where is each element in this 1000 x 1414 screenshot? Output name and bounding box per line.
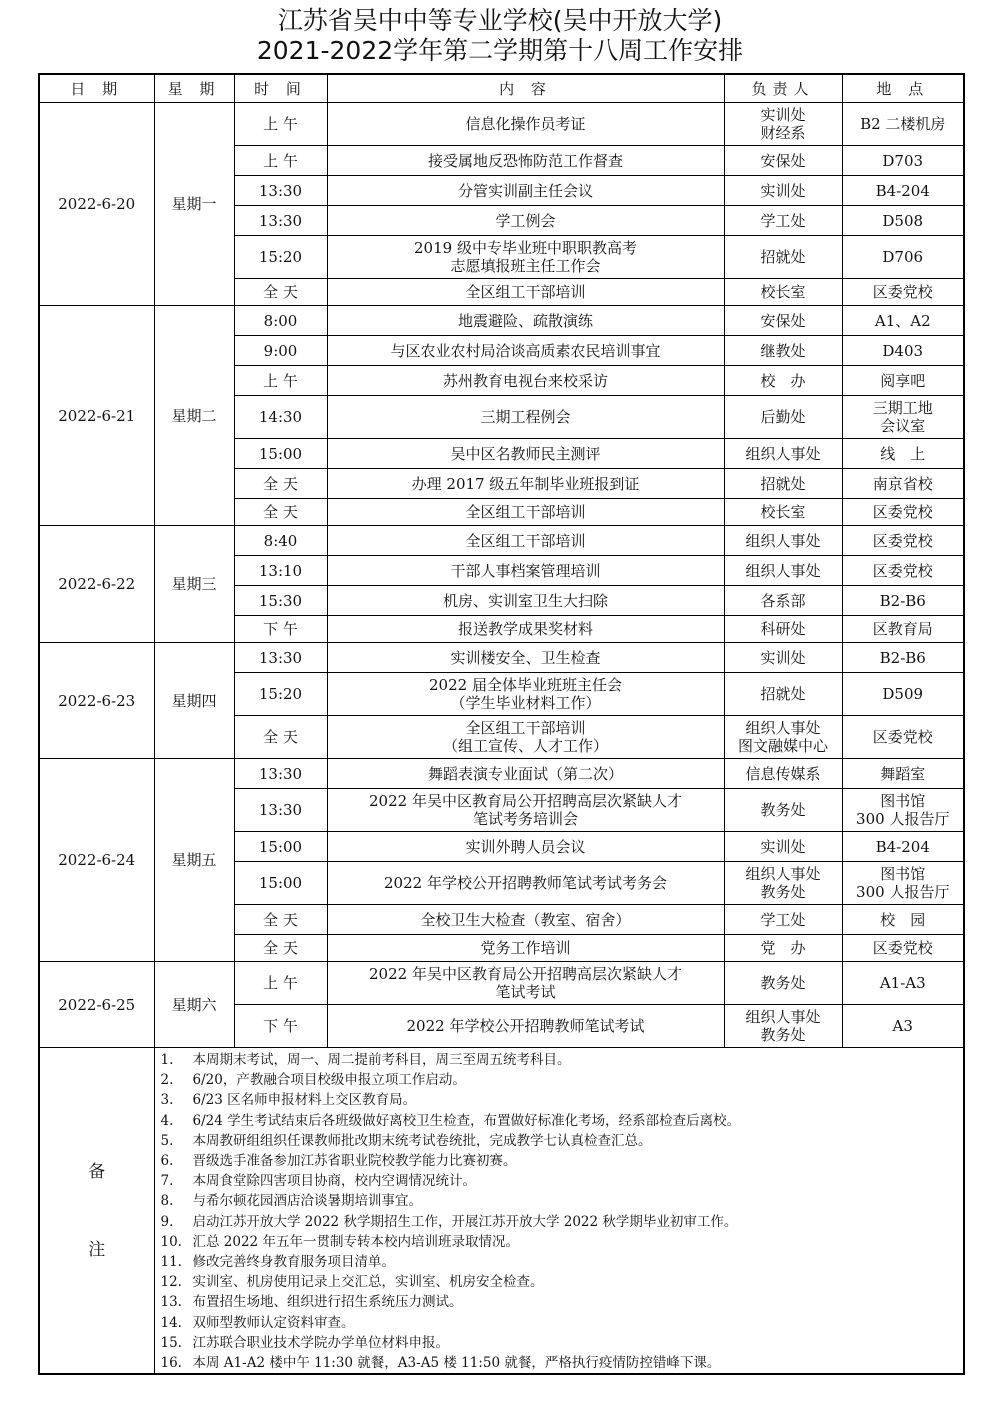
place-cell: 线 上 [842, 439, 964, 469]
place-cell: B4-204 [842, 832, 964, 862]
note-item [161, 1232, 958, 1252]
note-text: 本周教研组组织任课教师批改期末统考试卷统批，完成教学七认真检查汇总。 [192, 1132, 652, 1149]
place-cell: B4-204 [842, 176, 964, 206]
place-cell: B2-B6 [842, 586, 964, 616]
header-time: 时 间 [234, 74, 327, 103]
content-cell: 全区组工干部培训 （组工宣传、人才工作） [327, 716, 724, 759]
owner-cell: 信息传媒系 [724, 759, 842, 789]
place-cell: 区委党校 [842, 556, 964, 586]
note-text: 6/24 学生考试结束后各班级做好离校卫生检查，布置做好标准化考场，经系部检查后离校。 [192, 1112, 741, 1129]
time-cell: 9:00 [234, 336, 327, 366]
time-cell: 15:00 [234, 862, 327, 905]
owner-cell: 党 办 [724, 935, 842, 962]
note-text: 双师型教师认定资料审查。 [192, 1314, 355, 1331]
note-text: 实训室、机房使用记录上交汇总，实训室、机房安全检查。 [192, 1274, 544, 1291]
time-cell: 全 天 [234, 716, 327, 759]
place-cell: 南京省校 [842, 469, 964, 499]
time-cell: 8:40 [234, 526, 327, 556]
place-cell: D508 [842, 206, 964, 236]
note-number: 6. [160, 1153, 174, 1170]
note-number: 14. [160, 1314, 182, 1331]
time-cell: 13:30 [234, 759, 327, 789]
note-text: 晋级选手准备参加江苏省职业院校教学能力比赛初赛。 [192, 1153, 517, 1170]
date-cell: 2022-6-25 [39, 962, 154, 1048]
owner-cell: 实训处 财经系 [724, 103, 842, 146]
note-item [161, 1090, 958, 1110]
header-owner: 负责人 [724, 74, 842, 103]
time-cell: 上 午 [234, 103, 327, 146]
schedule-table [38, 73, 965, 1375]
note-number: 3. [160, 1092, 174, 1109]
note-number: 13. [160, 1294, 182, 1311]
note-text: 启动江苏开放大学 2022 秋学期招生工作，开展江苏开放大学 2022 秋学期毕业初审工作。 [192, 1213, 738, 1230]
note-number: 11. [160, 1254, 182, 1271]
content-cell: 苏州教育电视台来校采访 [327, 366, 724, 396]
owner-cell: 招就处 [724, 236, 842, 279]
notes-label [39, 1048, 154, 1375]
note-item [161, 1171, 958, 1191]
owner-cell: 组织人事处 [724, 556, 842, 586]
place-cell: A1-A3 [842, 962, 964, 1005]
schedule-row [39, 759, 964, 789]
time-cell: 13:30 [234, 206, 327, 236]
content-cell: 与区农业农村局洽谈高质素农民培训事宜 [327, 336, 724, 366]
content-cell: 接受属地反恐怖防范工作督查 [327, 146, 724, 176]
time-cell: 上 午 [234, 366, 327, 396]
date-cell: 2022-6-20 [39, 103, 154, 306]
content-cell: 全校卫生大检查（教室、宿舍） [327, 905, 724, 935]
place-cell: 阅享吧 [842, 366, 964, 396]
content-cell: 分管实训副主任会议 [327, 176, 724, 206]
place-cell: 区委党校 [842, 499, 964, 526]
content-cell: 机房、实训室卫生大扫除 [327, 586, 724, 616]
note-item [161, 1050, 958, 1070]
owner-cell: 招就处 [724, 673, 842, 716]
note-item [161, 1272, 958, 1292]
place-cell: 三期工地 会议室 [842, 396, 964, 439]
place-cell: D703 [842, 146, 964, 176]
note-item [161, 1333, 958, 1353]
place-cell: 校 园 [842, 905, 964, 935]
owner-cell: 实训处 [724, 643, 842, 673]
owner-cell: 组织人事处 [724, 526, 842, 556]
note-item [161, 1131, 958, 1151]
weekday-cell: 星期四 [154, 643, 234, 759]
owner-cell: 安保处 [724, 146, 842, 176]
owner-cell: 安保处 [724, 306, 842, 336]
note-number: 12. [160, 1274, 182, 1291]
note-number: 4. [160, 1112, 174, 1129]
owner-cell: 教务处 [724, 962, 842, 1005]
weekday-cell: 星期一 [154, 103, 234, 306]
time-cell: 全 天 [234, 905, 327, 935]
owner-cell: 组织人事处 [724, 439, 842, 469]
content-cell: 全区组工干部培训 [327, 499, 724, 526]
notes-list [154, 1048, 964, 1375]
schedule-row [39, 306, 964, 336]
owner-cell: 校 办 [724, 366, 842, 396]
note-number: 10. [160, 1233, 182, 1250]
note-text: 江苏联合职业技术学院办学单位材料申报。 [192, 1334, 449, 1351]
content-cell: 信息化操作员考证 [327, 103, 724, 146]
owner-cell: 教务处 [724, 789, 842, 832]
owner-cell: 学工处 [724, 905, 842, 935]
place-cell: A3 [842, 1005, 964, 1048]
note-text: 本周期末考试，周一、周二提前考科目，周三至周五统考科目。 [192, 1052, 571, 1068]
note-item [161, 1151, 958, 1171]
note-number: 16. [160, 1355, 182, 1372]
time-cell: 13:30 [234, 643, 327, 673]
time-cell: 14:30 [234, 396, 327, 439]
content-cell: 办理 2017 级五年制毕业班报到证 [327, 469, 724, 499]
owner-cell: 学工处 [724, 206, 842, 236]
place-cell: D509 [842, 673, 964, 716]
header-place: 地 点 [842, 74, 964, 103]
place-cell: B2-B6 [842, 643, 964, 673]
note-number: 15. [160, 1334, 182, 1351]
owner-cell: 组织人事处 教务处 [724, 862, 842, 905]
note-item [161, 1252, 958, 1272]
note-item [161, 1191, 958, 1211]
place-cell: 区委党校 [842, 716, 964, 759]
place-cell: 区委党校 [842, 279, 964, 306]
weekday-cell: 星期二 [154, 306, 234, 526]
header-weekday: 星 期 [154, 74, 234, 103]
note-text: 本周 A1-A2 楼中午 11:30 就餐，A3-A5 楼 11:50 就餐，严格执行疫情防控错峰下课。 [192, 1355, 721, 1372]
note-number: 1. [160, 1052, 174, 1068]
note-number: 8. [160, 1193, 174, 1210]
owner-cell: 组织人事处 教务处 [724, 1005, 842, 1048]
owner-cell: 校长室 [724, 279, 842, 306]
content-cell: 全区组工干部培训 [327, 279, 724, 306]
schedule-row [39, 103, 964, 146]
content-cell: 地震避险、疏散演练 [327, 306, 724, 336]
time-cell: 8:00 [234, 306, 327, 336]
owner-cell: 继教处 [724, 336, 842, 366]
time-cell: 全 天 [234, 279, 327, 306]
schedule-row [39, 643, 964, 673]
note-item [161, 1292, 958, 1312]
content-cell: 2022 年吴中区教育局公开招聘高层次紧缺人才 笔试考务培训会 [327, 789, 724, 832]
content-cell: 三期工程例会 [327, 396, 724, 439]
place-cell: 区教育局 [842, 616, 964, 643]
content-cell: 2022 届全体毕业班班主任会 （学生毕业材料工作） [327, 673, 724, 716]
content-cell: 党务工作培训 [327, 935, 724, 962]
weekday-cell: 星期五 [154, 759, 234, 962]
time-cell: 下 午 [234, 1005, 327, 1048]
header-content: 内 容 [327, 74, 724, 103]
place-cell: A1、A2 [842, 306, 964, 336]
time-cell: 13:30 [234, 176, 327, 206]
content-cell: 2022 年学校公开招聘教师笔试考试 [327, 1005, 724, 1048]
note-number: 5. [160, 1132, 174, 1149]
time-cell: 全 天 [234, 499, 327, 526]
note-text: 布置招生场地、组织进行招生系统压力测试。 [192, 1294, 463, 1311]
content-cell: 舞蹈表演专业面试（第二次） [327, 759, 724, 789]
note-number: 7. [160, 1173, 174, 1190]
header-row [39, 74, 964, 103]
time-cell: 15:20 [234, 673, 327, 716]
time-cell: 15:20 [234, 236, 327, 279]
time-cell: 全 天 [234, 935, 327, 962]
content-cell: 2019 级中专毕业班中职职教高考 志愿填报班主任工作会 [327, 236, 724, 279]
time-cell: 13:30 [234, 789, 327, 832]
note-text: 汇总 2022 年五年一贯制专转本校内培训班录取情况。 [192, 1233, 519, 1250]
owner-cell: 后勤处 [724, 396, 842, 439]
place-cell: D706 [842, 236, 964, 279]
time-cell: 上 午 [234, 962, 327, 1005]
note-item [161, 1111, 958, 1131]
place-cell: 区委党校 [842, 935, 964, 962]
owner-cell: 实训处 [724, 176, 842, 206]
note-number: 2. [160, 1072, 174, 1089]
content-cell: 全区组工干部培训 [327, 526, 724, 556]
content-cell: 报送教学成果奖材料 [327, 616, 724, 643]
owner-cell: 校长室 [724, 499, 842, 526]
owner-cell: 招就处 [724, 469, 842, 499]
owner-cell: 科研处 [724, 616, 842, 643]
notes-row [39, 1048, 964, 1375]
owner-cell: 各系部 [724, 586, 842, 616]
note-text: 6/20，产教融合项目校级申报立项工作启动。 [192, 1072, 466, 1089]
time-cell: 下 午 [234, 616, 327, 643]
place-cell: 图书馆 300 人报告厅 [842, 862, 964, 905]
owner-cell: 实训处 [724, 832, 842, 862]
content-cell: 干部人事档案管理培训 [327, 556, 724, 586]
schedule-body [39, 103, 964, 1048]
place-cell: 舞蹈室 [842, 759, 964, 789]
note-item [161, 1070, 958, 1090]
time-cell: 15:30 [234, 586, 327, 616]
note-number: 9. [160, 1213, 174, 1230]
time-cell: 15:00 [234, 439, 327, 469]
note-item [161, 1313, 958, 1333]
place-cell: 图书馆 300 人报告厅 [842, 789, 964, 832]
time-cell: 全 天 [234, 469, 327, 499]
weekday-cell: 星期六 [154, 962, 234, 1048]
date-cell: 2022-6-21 [39, 306, 154, 526]
schedule-row [39, 962, 964, 1005]
note-text: 修改完善终身教育服务项目清单。 [192, 1254, 395, 1271]
content-cell: 2022 年学校公开招聘教师笔试考试考务会 [327, 862, 724, 905]
weekday-cell: 星期三 [154, 526, 234, 643]
place-cell: B2 二楼机房 [842, 103, 964, 146]
time-cell: 上 午 [234, 146, 327, 176]
schedule-row [39, 526, 964, 556]
note-text: 本周食堂除四害项目协商，校内空调情况统计。 [192, 1173, 476, 1190]
notes-label-top: 备 [88, 1161, 106, 1182]
content-cell: 实训楼安全、卫生检查 [327, 643, 724, 673]
time-cell: 13:10 [234, 556, 327, 586]
content-cell: 吴中区名教师民主测评 [327, 439, 724, 469]
owner-cell: 组织人事处 图文融媒中心 [724, 716, 842, 759]
date-cell: 2022-6-24 [39, 759, 154, 962]
note-text: 与希尔顿花园酒店洽谈暑期培训事宜。 [192, 1193, 422, 1210]
time-cell: 15:00 [234, 832, 327, 862]
note-item [161, 1212, 958, 1232]
header-date: 日 期 [39, 74, 154, 103]
page-title: 江苏省吴中中等专业学校(吴中开放大学) [277, 6, 723, 35]
content-cell: 2022 年吴中区教育局公开招聘高层次紧缺人才 笔试考试 [327, 962, 724, 1005]
content-cell: 学工例会 [327, 206, 724, 236]
place-cell: 区委党校 [842, 526, 964, 556]
note-item [161, 1353, 958, 1373]
content-cell: 实训外聘人员会议 [327, 832, 724, 862]
date-cell: 2022-6-22 [39, 526, 154, 643]
place-cell: D403 [842, 336, 964, 366]
note-text: 6/23 区名师申报材料上交区教育局。 [192, 1092, 417, 1109]
notes-label-bottom: 注 [88, 1239, 106, 1260]
date-cell: 2022-6-23 [39, 643, 154, 759]
page-subtitle: 2021-2022学年第二学期第十八周工作安排 [256, 36, 744, 65]
